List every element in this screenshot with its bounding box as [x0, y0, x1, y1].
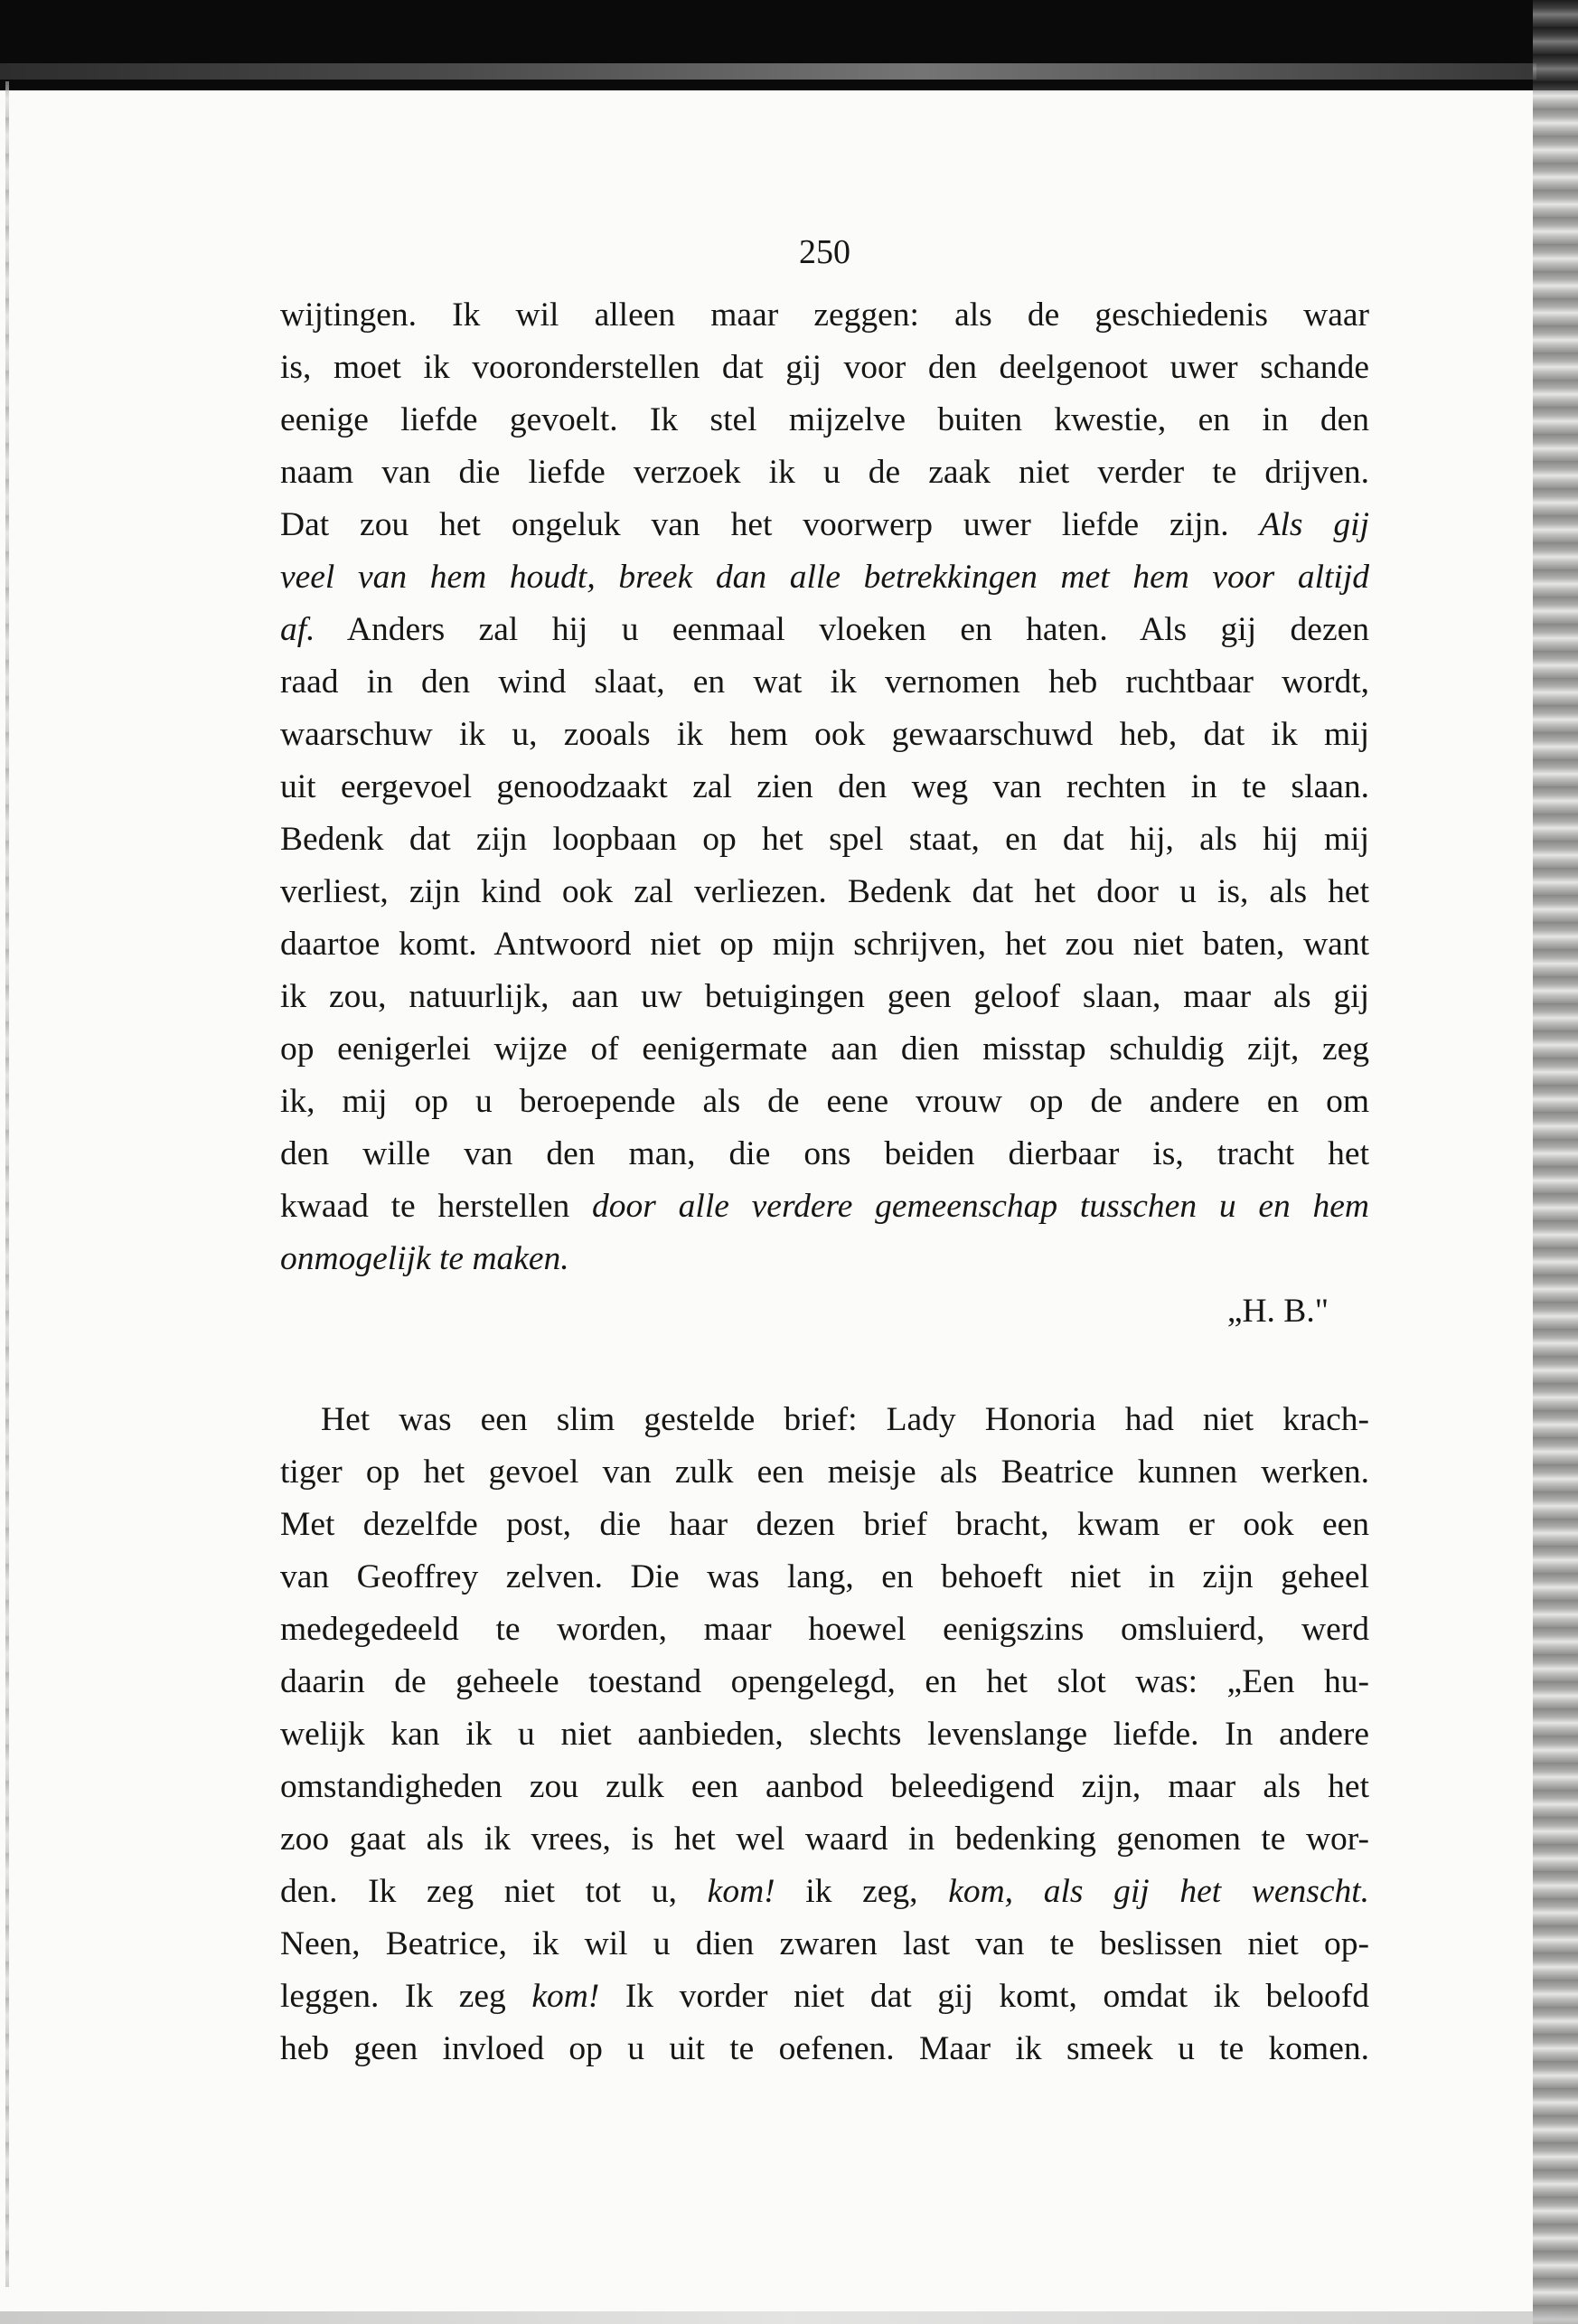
text-line: medegedeeld te worden, maar hoewel eenigszins omsluierd, werd: [280, 1611, 1369, 1648]
text-line: [280, 499, 1369, 551]
text-segment: ik zeg,: [805, 1873, 918, 1910]
text-line: Bedenk dat zijn loopbaan op het spel staat, en dat hij, als hij mij: [280, 821, 1369, 858]
text-segment: kwaad te herstellen: [280, 1188, 570, 1225]
scan-left-edge: [5, 81, 9, 2287]
italic-segment: kom!: [531, 1978, 600, 2015]
text-line: Het was een slim gestelde brief: Lady Honoria had niet krach-: [321, 1401, 1369, 1438]
text-line: op eenigerlei wijze of eenigermate aan dien misstap schuldig zijt, zeg: [280, 1030, 1369, 1068]
italic-segment: veel van hem houdt, breek dan alle betrekkingen met hem voor altijd: [280, 559, 1369, 596]
scan-bottom-edge: [0, 2311, 1578, 2324]
text-line: Met dezelfde post, die haar dezen brief bracht, kwam er ook een: [280, 1506, 1369, 1543]
letter-paragraph: [280, 289, 1369, 1338]
text-segment: Anders zal hij u eenmaal vloeken en haten. Als gij dezen: [346, 611, 1369, 648]
text-line: heb geen invloed op u uit te oefenen. Maar ik smeek u te komen.: [280, 2030, 1369, 2067]
text-line: ik, mij op u beroepende als de eene vrouw op de andere en om: [280, 1083, 1369, 1120]
italic-segment: onmogelijk te maken.: [280, 1240, 569, 1277]
text-line: omstandigheden zou zulk een aanbod beleedigend zijn, maar als het: [280, 1768, 1369, 1805]
text-segment: Dat zou het ongeluk van het voorwerp uwer liefde zijn.: [280, 506, 1229, 543]
text-line: [280, 551, 1369, 604]
text-line: zoo gaat als ik vrees, is het wel waard in bedenking genomen te wor-: [280, 1821, 1369, 1858]
text-line: is, moet ik vooronderstellen dat gij voor den deelgenoot uwer schande: [280, 349, 1369, 386]
text-line: tiger op het gevoel van zulk een meisje als Beatrice kunnen werken.: [280, 1454, 1369, 1491]
text-line: welijk kan ik u niet aanbieden, slechts levenslange liefde. In andere: [280, 1716, 1369, 1753]
text-line: daarin de geheele toestand opengelegd, en het slot was: „Een hu-: [280, 1663, 1369, 1700]
text-line: eenige liefde gevoelt. Ik stel mijzelve buiten kwestie, en in den: [280, 401, 1369, 438]
scan-right-edge: [1533, 0, 1578, 2324]
italic-segment: Als gij: [1259, 506, 1369, 543]
text-segment: den. Ik zeg niet tot u,: [280, 1873, 678, 1910]
page-text: [280, 226, 1369, 2075]
text-line: [280, 1866, 1369, 1918]
italic-segment: kom!: [707, 1873, 775, 1910]
text-line: [280, 1233, 1369, 1285]
letter-signature: „H. B.": [1226, 1293, 1329, 1330]
page-number: 250: [799, 233, 850, 271]
text-segment: leggen. Ik zeg: [280, 1978, 506, 2015]
text-line: [280, 1181, 1369, 1233]
scan-top-border-fade: [0, 63, 1536, 80]
italic-segment: door alle verdere gemeenschap tusschen u en hem: [592, 1188, 1369, 1225]
text-line: ik zou, natuurlijk, aan uw betuigingen geen geloof slaan, maar als gij: [280, 978, 1369, 1015]
text-line: raad in den wind slaat, en wat ik vernomen heb ruchtbaar wordt,: [280, 663, 1369, 701]
text-line: [280, 604, 1369, 656]
text-line: wijtingen. Ik wil alleen maar zeggen: als de geschiedenis waar: [280, 296, 1369, 334]
italic-segment: kom, als gij het wenscht.: [948, 1873, 1369, 1910]
italic-segment: af.: [280, 611, 315, 648]
text-line: waarschuw ik u, zooals ik hem ook gewaarschuwd heb, dat ik mij: [280, 716, 1369, 753]
narrative-paragraph: [280, 1394, 1369, 2075]
text-line: verliest, zijn kind ook zal verliezen. Bedenk dat het door u is, als het: [280, 873, 1369, 910]
text-line: daartoe komt. Antwoord niet op mijn schrijven, het zou niet baten, want: [280, 926, 1369, 963]
text-segment: Ik vorder niet dat gij komt, omdat ik beloofd: [625, 1978, 1369, 2015]
text-line: den wille van den man, die ons beiden dierbaar is, tracht het: [280, 1135, 1369, 1172]
paragraph-gap: [280, 1338, 1369, 1394]
text-line: naam van die liefde verzoek ik u de zaak niet verder te drijven.: [280, 454, 1369, 491]
text-line: [280, 1971, 1369, 2023]
text-line: Neen, Beatrice, ik wil u dien zwaren last van te beslissen niet op-: [280, 1925, 1369, 1962]
text-line: uit eergevoel genoodzaakt zal zien den weg van rechten in te slaan.: [280, 768, 1369, 805]
text-line: van Geoffrey zelven. Die was lang, en behoeft niet in zijn geheel: [280, 1558, 1369, 1595]
